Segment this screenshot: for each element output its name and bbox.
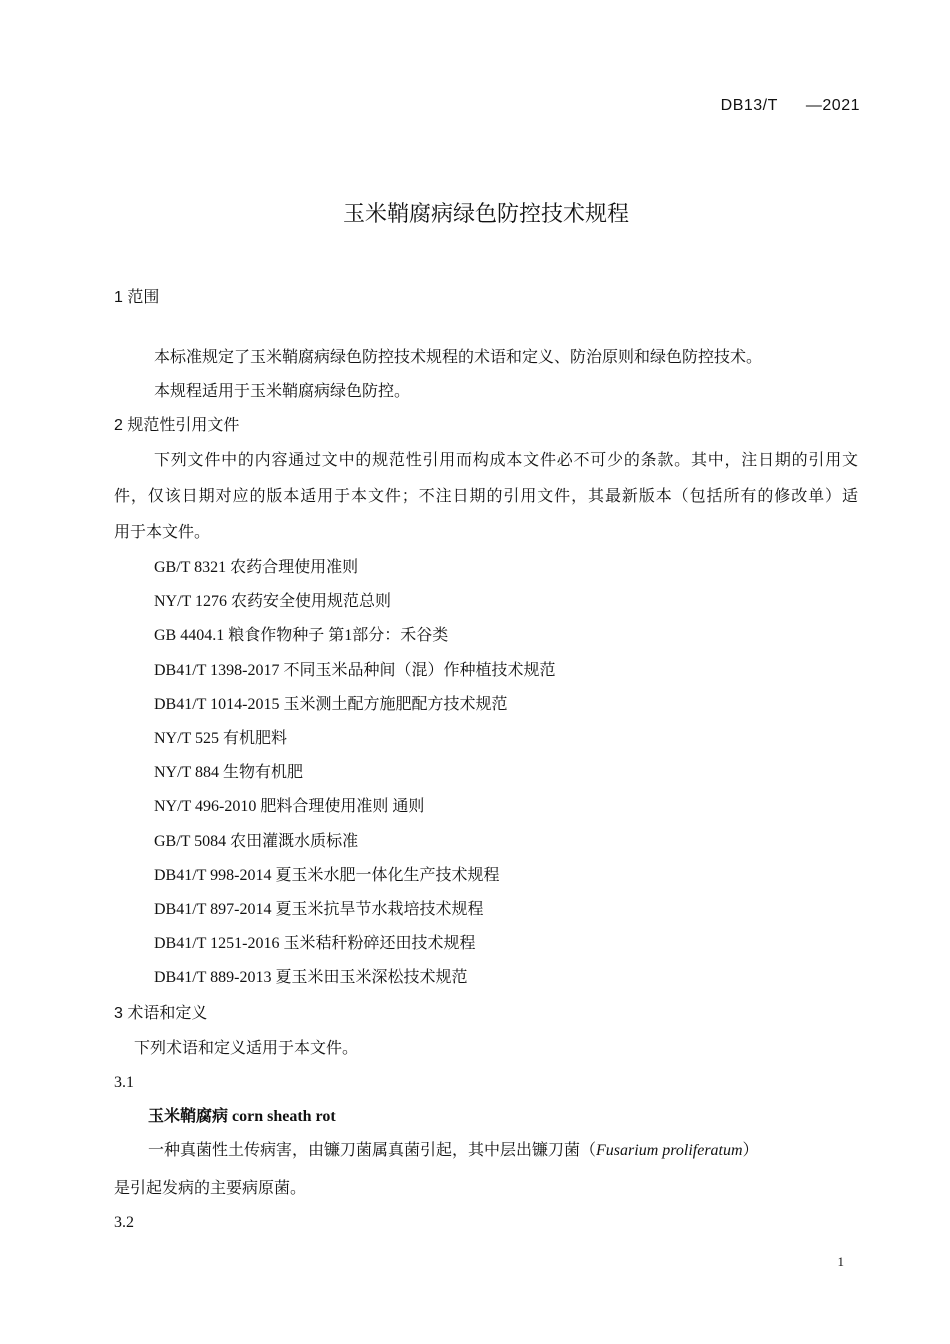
- paragraph-line: 件，仅该日期对应的版本适用于本文件；不注日期的引用文件，其最新版本（包括所有的修改单）适: [114, 488, 858, 505]
- section-3-heading: 3 术语和定义: [114, 1005, 208, 1022]
- section-2-heading: 2 规范性引用文件: [114, 417, 240, 434]
- reference-item: DB41/T 1251-2016 玉米秸秆粉碎还田技术规程: [154, 935, 476, 953]
- term-definition-line: 是引起发病的主要病原菌。: [114, 1180, 307, 1197]
- paragraph-line: 下列文件中的内容通过文中的规范性引用而构成本文件必不可少的条款。其中，注日期的引用文: [154, 452, 858, 469]
- document-title: 玉米鞘腐病绿色防控技术规程: [342, 201, 629, 226]
- reference-item: DB41/T 1398-2017 不同玉米品种间（混）作种植技术规范: [154, 661, 556, 679]
- reference-item: DB41/T 889-2013 夏玉米田玉米深松技术规范: [154, 969, 468, 987]
- standard-code: DB13/T: [720, 97, 778, 114]
- paragraph: 本标准规定了玉米鞘腐病绿色防控技术规程的术语和定义、防治原则和绿色防控技术。: [154, 349, 763, 366]
- reference-item: DB41/T 897-2014 夏玉米抗旱节水栽培技术规程: [154, 901, 484, 918]
- reference-item: NY/T 496-2010 肥料合理使用准则 通则: [154, 798, 425, 816]
- reference-item: DB41/T 1014-2015 玉米测土配方施肥配方技术规范: [154, 695, 508, 713]
- term-number: 3.2: [114, 1214, 134, 1231]
- document-code: [721, 96, 860, 116]
- reference-item: GB/T 8321 农药合理使用准则: [154, 559, 359, 576]
- scientific-name: Fusarium proliferatum: [596, 1142, 743, 1159]
- term-name: 玉米鞘腐病 corn sheath rot: [148, 1108, 336, 1125]
- term-number: 3.1: [114, 1074, 134, 1091]
- definition-text: 一种真菌性土传病害，由镰刀菌属真菌引起，其中层出镰刀菌（: [148, 1142, 597, 1159]
- reference-item: NY/T 884 生物有机肥: [154, 764, 304, 782]
- reference-item: NY/T 525 有机肥料: [154, 730, 288, 747]
- standard-year: —2021: [805, 97, 860, 114]
- section-1-heading: 1 范围: [114, 289, 160, 306]
- term-definition: [148, 1141, 759, 1161]
- reference-item: NY/T 1276 农药安全使用规范总则: [154, 593, 392, 611]
- reference-item: GB/T 5084 农田灌溉水质标准: [154, 832, 359, 850]
- page-number: 1: [837, 1254, 844, 1269]
- paragraph: 下列术语和定义适用于本文件。: [134, 1040, 359, 1057]
- paragraph: 本规程适用于玉米鞘腐病绿色防控。: [154, 383, 411, 400]
- paragraph-line: 用于本文件。: [114, 524, 211, 541]
- reference-item: DB41/T 998-2014 夏玉米水肥一体化生产技术规程: [154, 866, 500, 884]
- reference-item: GB 4404.1 粮食作物种子 第1部分：禾谷类: [154, 627, 449, 645]
- definition-text: ）: [742, 1142, 759, 1159]
